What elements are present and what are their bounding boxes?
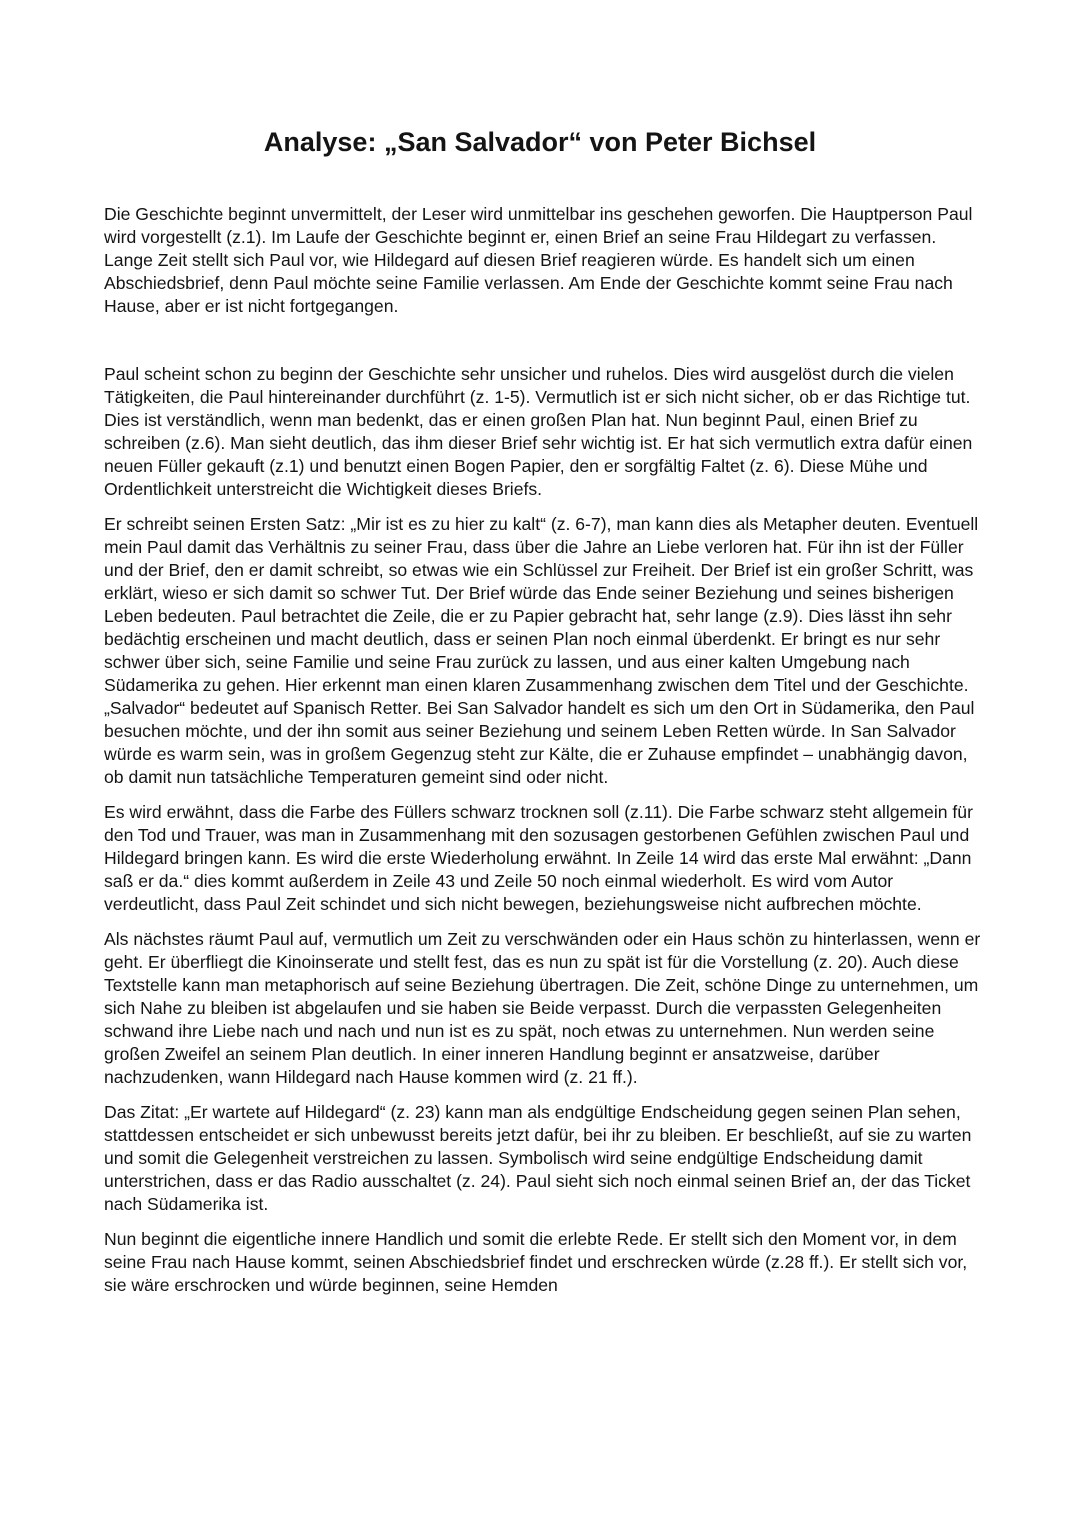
paragraph-first-sentence: Er schreibt seinen Ersten Satz: „Mir ist es zu hier zu kalt“ (z. 6-7), man kann dies als Metapher deuten. Eventuell mein Paul damit das Verhältnis zu seiner Frau, dass über die Jahre an Liebe verloren hat. Für ihn ist der Füller und der Brief, den er damit schreibt, so etwas wie ein Schlüssel zur Freiheit. Der Brief ist ein großer Schritt, was erklärt, wieso er sich damit so schwer Tut. Der Brief würde das Ende seiner Beziehung und seines bisherigen Leben bedeuten. Paul betrachtet die Zeile, die er zu Papier gebracht hat, sehr lange (z.9). Dies lässt ihn sehr bedächtig erscheinen und macht deutlich, dass er seinen Plan noch einmal überdenkt. Er bringt es nur sehr schwer über sich, seine Familie und seine Frau zurück zu lassen, und aus einer kalten Umgebung nach Südamerika zu gehen. Hier erkennt man einen klaren Zusammenhang zwischen dem Titel und der Geschichte. „Salvador“ bedeutet auf Spanisch Retter. Bei San Salvador handelt es sich um den Ort in Südamerika, den Paul besuchen möchte, und der ihn somit aus seiner Beziehung und seinem Leben Retten würde. In San Salvador würde es warm sein, was in großem Gegenzug steht zur Kälte, die er Zuhause empfindet – unabhängig davon, ob damit nun tatsächliche Temperaturen gemeint sind oder nicht. (104, 514, 979, 787)
paragraph-introduction: Die Geschichte beginnt unvermittelt, der Leser wird unmittelbar ins geschehen geworfen. Die Hauptperson Paul wird vorgestellt (z.1). Im Laufe der Geschichte beginnt er, einen Brief an seine Frau Hildegart zu verfassen. Lange Zeit stellt sich Paul vor, wie Hildegard auf diesen Brief reagieren würde. Es handelt sich um einen Abschiedsbrief, denn Paul möchte seine Familie verlassen. Am Ende der Geschichte kommt seine Frau nach Hause, aber er ist nicht fortgegangen. (104, 204, 973, 316)
document-body (104, 203, 984, 1297)
paragraph-decision: Das Zitat: „Er wartete auf Hildegard“ (z. 23) kann man als endgültige Endscheidung gegen seinen Plan sehen, stattdessen entscheidet er sich unbewusst bereits jetzt dafür, bei ihr zu bleiben. Er beschließt, auf sie zu warten und somit die Gelegenheit verstreichen zu lassen. Symbolisch wird seine endgültige Endscheidung damit unterstrichen, dass er das Radio ausschaltet (z. 24). Paul sieht sich noch einmal seinen Brief an, der das Ticket nach Südamerika ist. (104, 1102, 972, 1214)
paragraph-restlessness: Paul scheint schon zu beginn der Geschichte sehr unsicher und ruhelos. Dies wird ausgelöst durch die vielen Tätigkeiten, die Paul hintereinander durchführt (z. 1-5). Vermutlich ist er sich nicht sicher, ob er das Richtige tut. Dies ist verständlich, wenn man bedenkt, das er einen großen Plan hat. Nun beginnt Paul, einen Brief zu schreiben (z.6). Man sieht deutlich, das ihm dieser Brief sehr wichtig ist. Er hat sich vermutlich extra dafür einen neuen Füller gekauft (z.1) und benutzt einen Bogen Papier, den er sorgfältig Faltet (z. 6). Diese Mühe und Ordentlichkeit unterstreicht die Wichtigkeit dieses Briefs. (104, 364, 973, 499)
paragraph-inner-action: Nun beginnt die eigentliche innere Handlich und somit die erlebte Rede. Er stellt sich den Moment vor, in dem seine Frau nach Hause kommt, seinen Abschiedsbrief findet und erschrecken würde (z.28 ff.). Er stellt sich vor, sie wäre erschrocken und würde beginnen, seine Hemden (104, 1229, 968, 1295)
paragraph-black-ink: Es wird erwähnt, dass die Farbe des Füllers schwarz trocknen soll (z.11). Die Farbe schwarz steht allgemein für den Tod und Trauer, was man in Zusammenhang mit den sozusagen gestorbenen Gefühlen zwischen Paul und Hildegard bringen kann. Es wird die erste Wiederholung erwähnt. In Zeile 14 wird das erste Mal erwähnt: „Dann saß er da.“ dies kommt außerdem in Zeile 43 und Zeile 50 noch einmal wiederholt. Es wird vom Autor verdeutlicht, dass Paul Zeit schindet und sich nicht bewegen, beziehungsweise nicht aufbrechen möchte. (104, 802, 973, 914)
page-title: Analyse: „San Salvador“ von Peter Bichsel (263, 127, 817, 157)
paragraph-tidying-up: Als nächstes räumt Paul auf, vermutlich um Zeit zu verschwänden oder ein Haus schön zu hinterlassen, wenn er geht. Er überfliegt die Kinoinserate und stellt fest, das es nun zu spät ist für die Vorstellung (z. 20). Auch diese Textstelle kann man metaphorisch auf seine Beziehung übertragen. Die Zeit, schöne Dinge zu unternehmen, um sich Nahe zu bleiben ist abgelaufen und sie haben sie Beide verpasst. Durch die verpassten Gelegenheiten schwand ihre Liebe nach und nach und nun ist es zu spät, noch etwas zu unternehmen. Nun werden seine großen Zweifel an seinem Plan deutlich. In einer inneren Handlung beginnt er ansatzweise, darüber nachzudenken, wann Hildegard nach Hause kommen wird (z. 21 ff.). (104, 929, 981, 1087)
